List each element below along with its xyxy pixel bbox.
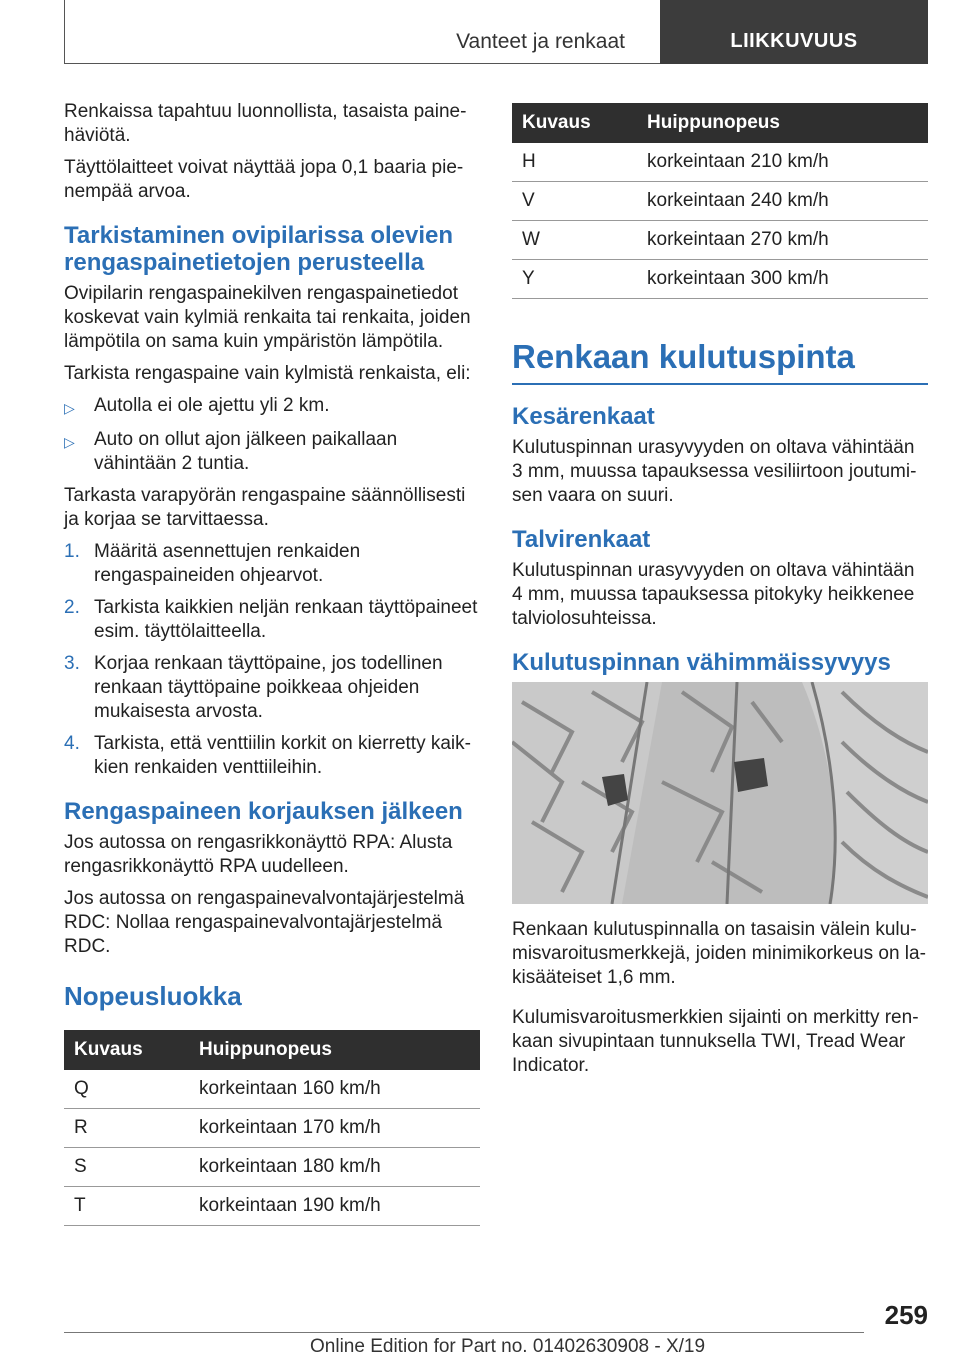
paragraph: Renkaan kulutuspinnalla on tasaisin välein kulumisvaroitusmerkkejä, joiden minimikorkeus on lakisääteiset 1,6 mm. [512,919,926,988]
speed-rating-table [64,1030,480,1226]
table-row [512,260,928,299]
step-number: 2. [64,597,80,618]
table-row [512,182,928,221]
footer-edition-text: Online Edition for Part no. 01402630908 - X/19 [310,1336,706,1357]
paragraph: Tarkasta varapyörän rengaspaine säännöllisesti ja korjaa se tarvittaessa. [64,485,466,530]
paragraph: Renkaissa tapahtuu luonnollista, tasaista painehäviötä. [64,101,467,146]
table-cell: korkeintaan 160 km/h [189,1070,480,1109]
left-column [64,100,480,1226]
table-cell: Y [512,260,637,299]
step-text: Tarkista, että venttiilin korkit on kierretty kaikkien renkaiden venttiileihin. [94,733,471,778]
table-cell: W [512,221,637,260]
paragraph: Täyttölaitteet voivat näyttää jopa 0,1 baaria pienempää arvoa. [64,157,464,202]
table-row [64,1148,480,1187]
heading-winter-tyres: Talvirenkaat [512,526,651,553]
table-cell: S [64,1148,189,1187]
paragraph: Ovipilarin rengaspainekilven rengaspainetiedot koskevat vain kylmiä renkaita tai renkaita, joiden lämpötila on sama kuin ympäristön lämpötila. [64,283,471,352]
list-item [64,394,480,420]
step-text: Määritä asennettujen renkaiden rengaspaineiden ohjearvot. [94,541,361,586]
paragraph: Jos autossa on rengasrikkonäyttö RPA: Alusta rengasrikkonäyttö RPA uudelleen. [64,832,453,877]
heading-summer-tyres: Kesärenkaat [512,403,655,430]
right-column [512,103,928,1086]
heading-tread: Renkaan kulutuspinta [512,337,928,385]
speed-rating-table-continued [512,103,928,299]
table-row [512,143,928,182]
paragraph: Jos autossa on rengaspainevalvontajärjestelmä RDC: Nollaa rengaspainevalvontajärjestelmä RDC. [64,888,465,957]
list-item [64,732,480,780]
table-cell: korkeintaan 180 km/h [189,1148,480,1187]
bullet-triangle-icon: ▷ [64,400,75,416]
list-item [64,428,480,476]
column-header: Kuvaus [64,1030,189,1070]
table-cell: V [512,182,637,221]
heading-minimum-depth: Kulutuspinnan vähimmäissyvyys [512,649,891,676]
table-cell: R [64,1109,189,1148]
paragraph: Kulutuspinnan urasyvyyden on oltava vähintään 4 mm, muussa tapauksessa pitokyky heikkenee talviolosuhteissa. [512,560,915,629]
column-header: Kuvaus [512,103,637,143]
column-header: Huippunopeus [189,1030,480,1070]
step-text: Tarkista kaikkien neljän renkaan täyttöpaineet esim. täyttölaitteella. [94,597,478,642]
footer-divider [64,1332,864,1333]
table-cell: korkeintaan 240 km/h [637,182,928,221]
list-item [64,652,480,724]
step-number: 4. [64,733,80,754]
table-header-row [512,103,928,143]
bullet-triangle-icon: ▷ [64,434,75,450]
table-cell: T [64,1187,189,1226]
table-cell: H [512,143,637,182]
list-item [64,596,480,644]
table-row [64,1070,480,1109]
column-header: Huippunopeus [637,103,928,143]
table-row [512,221,928,260]
table-cell: korkeintaan 190 km/h [189,1187,480,1226]
table-row [64,1187,480,1226]
table-cell: korkeintaan 170 km/h [189,1109,480,1148]
heading-check-door-pillar: Tarkistaminen ovipilarissa olevien rengaspainetietojen perusteella [64,222,454,276]
list-item [64,540,480,588]
list-item-text: Autolla ei ole ajettu yli 2 km. [94,395,330,416]
header-section-title: Vanteet ja renkaat [456,30,625,53]
list-item-text: Auto on ollut ajon jälkeen paikallaan vähintään 2 tuntia. [94,429,398,474]
paragraph: Kulumisvaroitusmerkkien sijainti on merkitty renkaan sivupintaan tunnuksella TWI, Tread Wear Indicator. [512,1007,919,1076]
heading-after-correction: Rengaspaineen korjauksen jälkeen [64,798,463,825]
table-cell: Q [64,1070,189,1109]
step-text: Korjaa renkaan täyttöpaine, jos todellinen renkaan täyttöpaine poikkeaa ohjeiden mukaisesta arvosta. [94,653,443,722]
tread-wear-indicator-illustration [512,682,928,904]
table-header-row [64,1030,480,1070]
page-number: 259 [884,1300,928,1330]
table-cell: korkeintaan 300 km/h [637,260,928,299]
paragraph: Tarkista rengaspaine vain kylmistä renkaista, eli: [64,363,471,384]
step-number: 3. [64,653,80,674]
paragraph: Kulutuspinnan urasyvyyden on oltava vähintään 3 mm, muussa tapauksessa vesiliirtoon joutumisen vaara on suuri. [512,437,917,506]
table-row [64,1109,480,1148]
table-cell: korkeintaan 210 km/h [637,143,928,182]
header-chapter-tab: LIIKKUVUUS [660,0,928,64]
step-number: 1. [64,541,80,562]
heading-speed-rating: Nopeusluokka [64,981,242,1011]
table-cell: korkeintaan 270 km/h [637,221,928,260]
